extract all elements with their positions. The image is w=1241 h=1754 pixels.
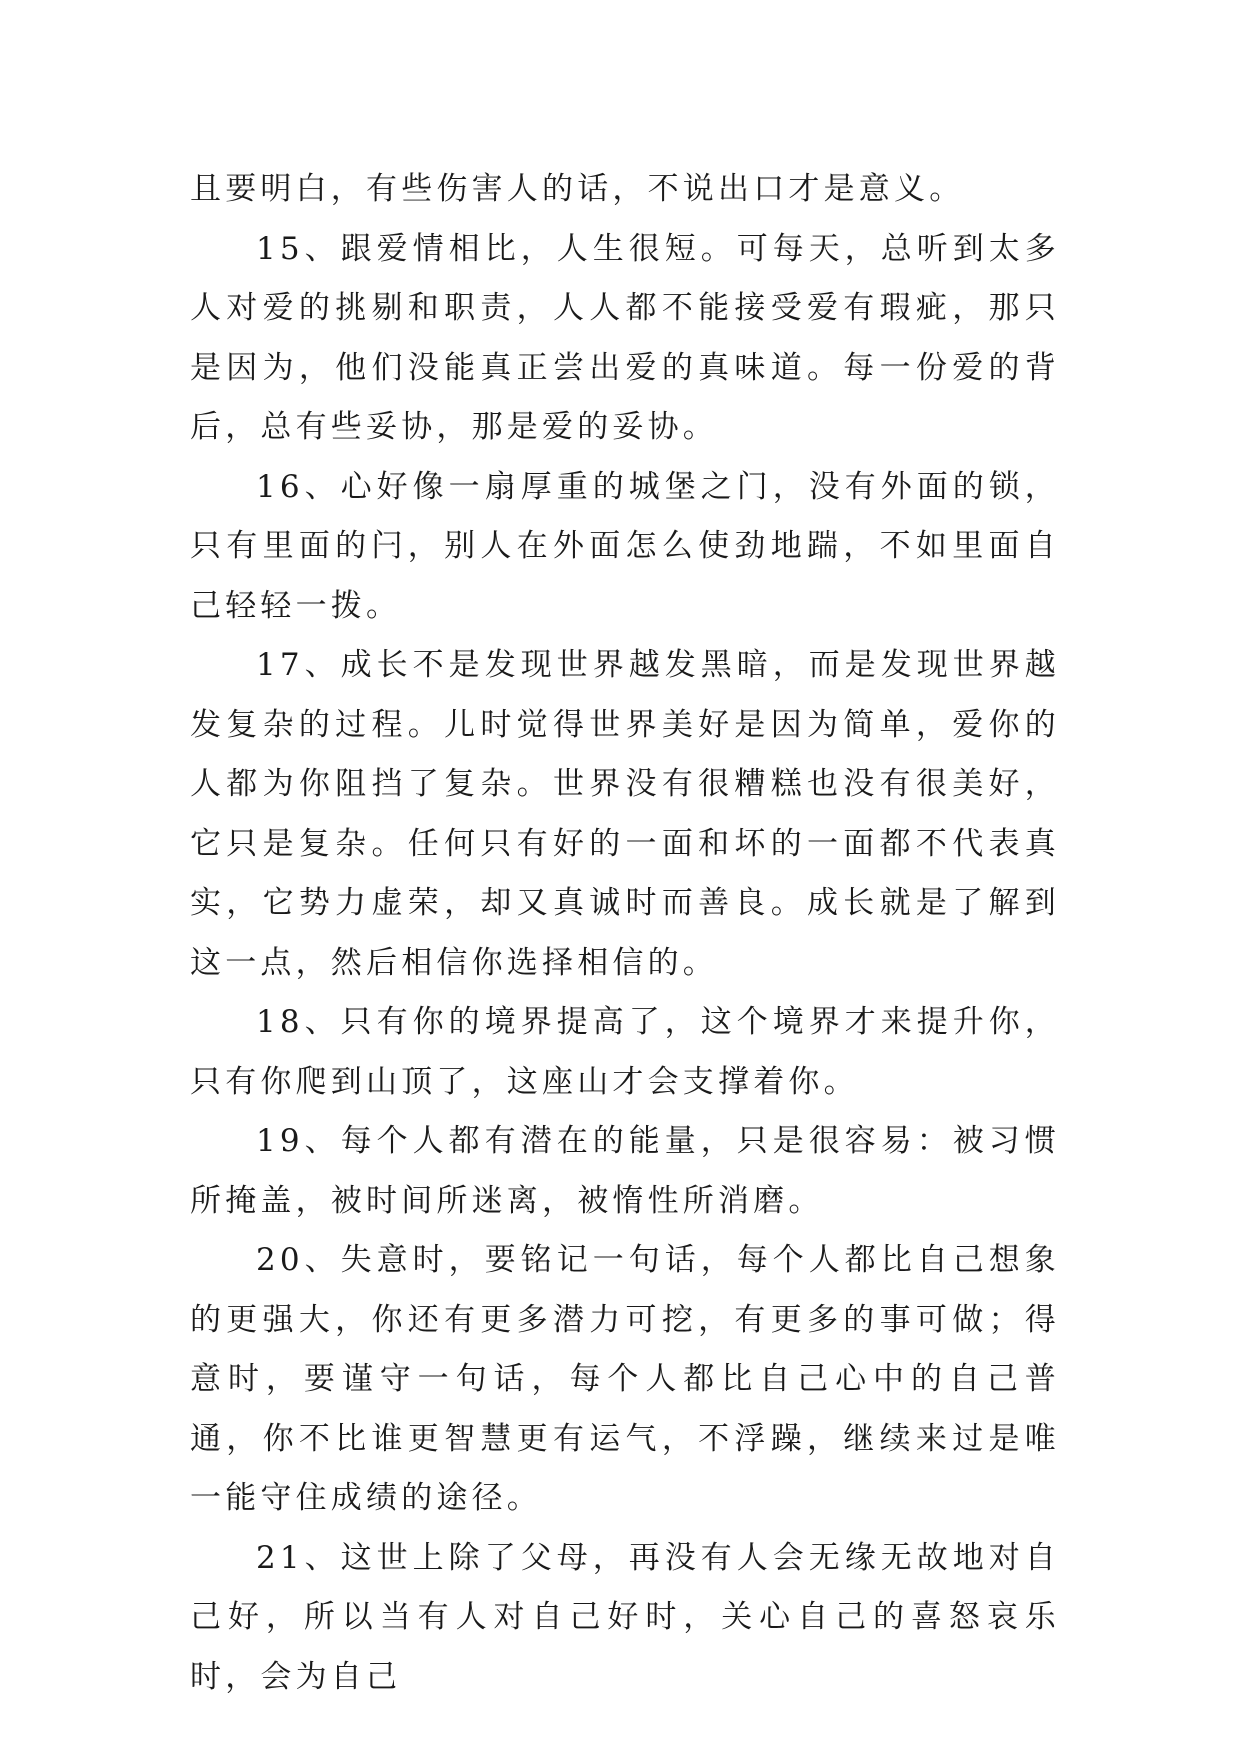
paragraph-item-21: 21、这世上除了父母，再没有人会无缘无故地对自己好，所以当有人对自己好时，关心自己的喜怒哀乐时，会为自己	[190, 1539, 1060, 1695]
paragraph-item-15: 15、跟爱情相比，人生很短。可每天，总听到太多人对爱的挑剔和职责，人人都不能接受爱有瑕疵，那只是因为，他们没能真正尝出爱的真味道。每一份爱的背后，总有些妥协，那是爱的妥协。	[190, 230, 1060, 445]
paragraph-item-17: 17、成长不是发现世界越发黑暗，而是发现世界越发复杂的过程。儿时觉得世界美好是因为简单，爱你的人都为你阻挡了复杂。世界没有很糟糕也没有很美好，它只是复杂。任何只有好的一面和坏的一面都不代表真实，它势力虚荣，却又真诚时而善良。成长就是了解到这一点，然后相信你选择相信的。	[190, 647, 1060, 981]
paragraph-item-19: 19、每个人都有潜在的能量，只是很容易：被习惯所掩盖，被时间所迷离，被惰性所消磨。	[190, 1123, 1060, 1219]
paragraph-item-16: 16、心好像一扇厚重的城堡之门，没有外面的锁，只有里面的闩，别人在外面怎么使劲地踹，不如里面自己轻轻一拨。	[190, 468, 1060, 624]
paragraph-continuation: 且要明白，有些伤害人的话，不说出口才是意义。	[190, 171, 965, 207]
paragraph-item-18: 18、只有你的境界提高了，这个境界才来提升你，只有你爬到山顶了，这座山才会支撑着你。	[190, 1004, 1060, 1100]
document-body	[190, 160, 1060, 1707]
paragraph-item-20: 20、失意时，要铭记一句话，每个人都比自己想象的更强大，你还有更多潜力可挖，有更多的事可做；得意时，要谨守一句话，每个人都比自己心中的自己普通，你不比谁更智慧更有运气，不浮躁，继续来过是唯一能守住成绩的途径。	[190, 1242, 1060, 1516]
